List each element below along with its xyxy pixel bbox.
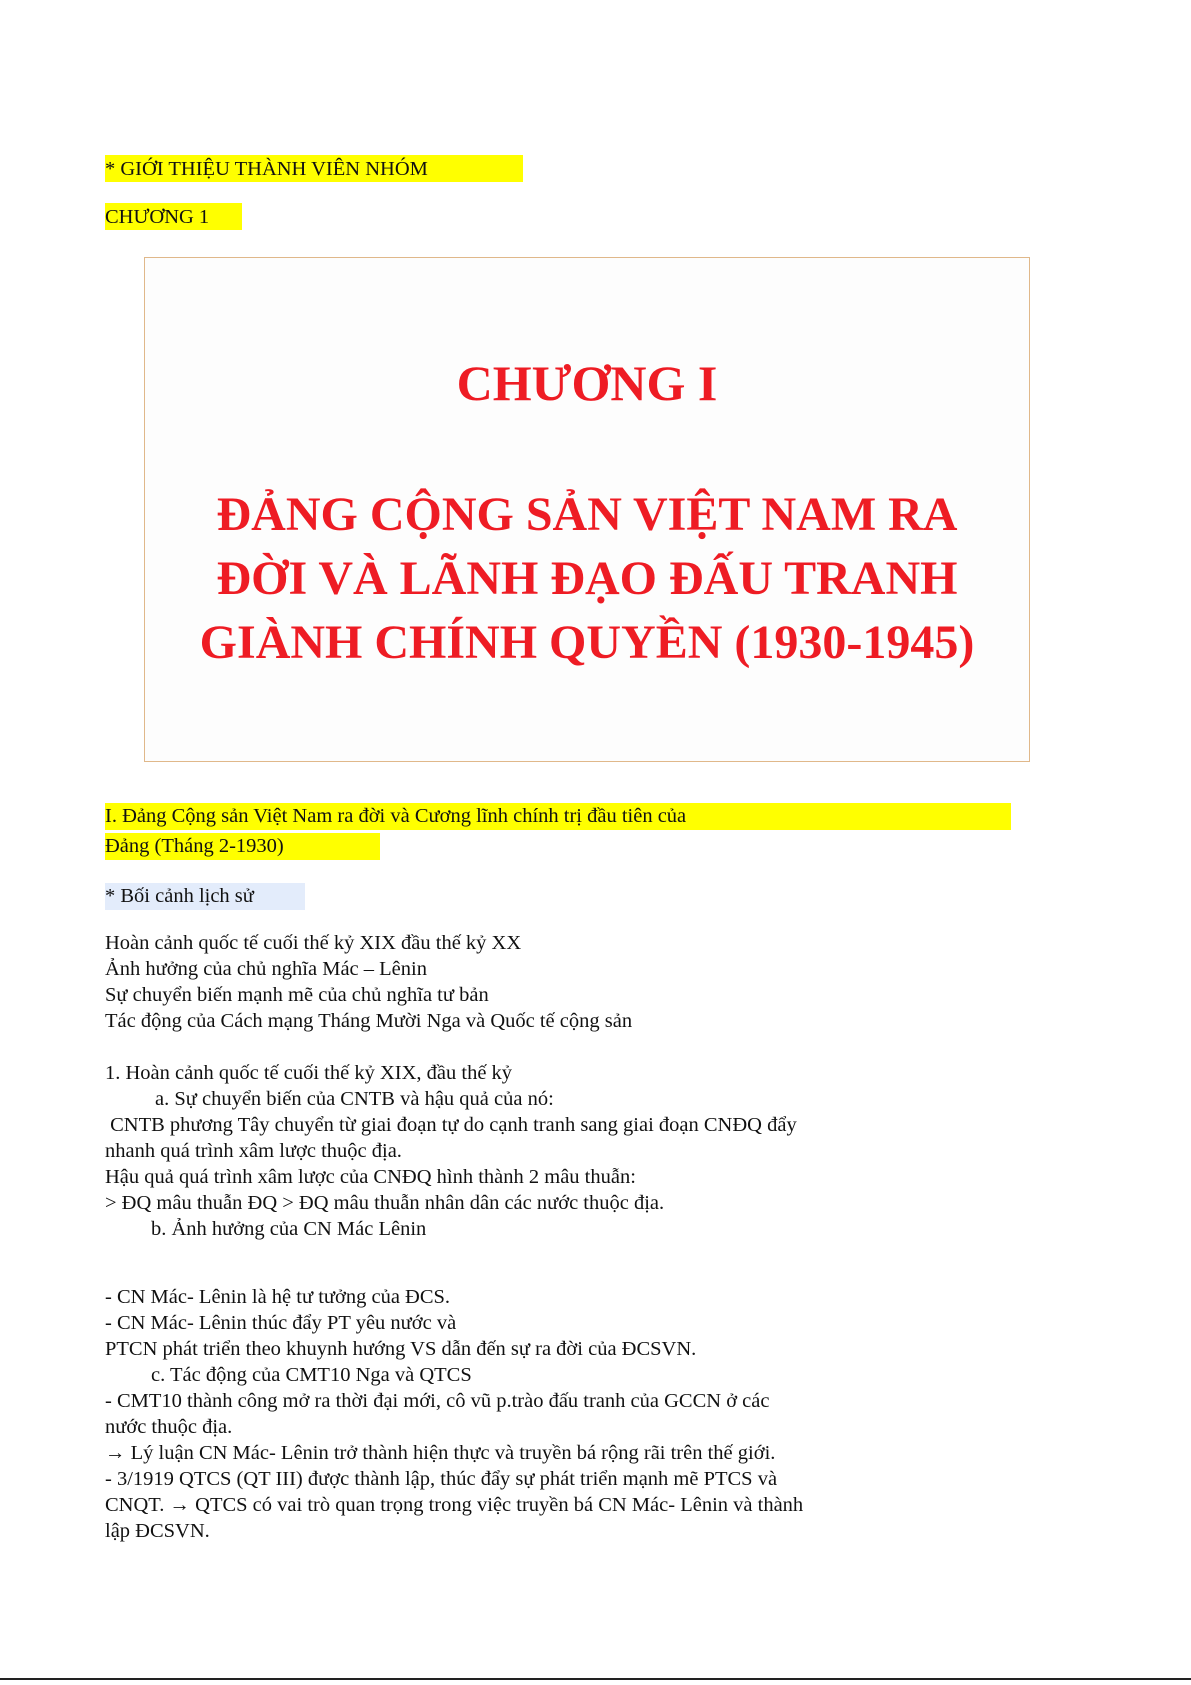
paragraph-line: - CN Mác- Lênin thúc đẩy PT yêu nước và <box>105 1312 457 1334</box>
group-intro-heading: * GIỚI THIỆU THÀNH VIÊN NHÓM <box>105 158 428 180</box>
paragraph-line: - CN Mác- Lênin là hệ tư tưởng của ĐCS. <box>105 1286 451 1308</box>
body-block-2 <box>105 1284 803 1544</box>
context-label: * Bối cảnh lịch sử <box>105 885 254 907</box>
paragraph-line: nhanh quá trình xâm lược thuộc địa. <box>105 1140 402 1162</box>
overview-list <box>105 930 632 1034</box>
slide-title: CHƯƠNG I <box>456 355 718 411</box>
slide-subtitle-line: GIÀNH CHÍNH QUYỀN (1930-1945) <box>199 616 975 669</box>
paragraph-line: > ĐQ mâu thuẫn ĐQ > ĐQ mâu thuẫn nhân dân các nước thuộc địa. <box>105 1192 665 1214</box>
list-item: Tác động của Cách mạng Tháng Mười Nga và Quốc tế cộng sản <box>105 1010 633 1032</box>
chapter-label: CHƯƠNG 1 <box>105 206 210 228</box>
list-item: Sự chuyển biến mạnh mẽ của chủ nghĩa tư bản <box>105 984 489 1006</box>
slide-subtitle-line: ĐẢNG CỘNG SẢN VIỆT NAM RA <box>216 488 958 541</box>
list-item: Hoàn cảnh quốc tế cuối thế kỷ XIX đầu thế kỷ XX <box>105 932 522 954</box>
paragraph-line: lập ĐCSVN. <box>105 1520 210 1542</box>
slide-subtitle-line: ĐỜI VÀ LÃNH ĐẠO ĐẤU TRANH <box>216 552 958 605</box>
body-block-1 <box>105 1060 797 1242</box>
section-heading-line2: Đảng (Tháng 2-1930) <box>105 835 284 857</box>
slide-subtitle <box>145 483 1029 675</box>
paragraph-line: a. Sự chuyển biến của CNTB và hậu quả của nó: <box>155 1088 554 1110</box>
paragraph-line: → Lý luận CN Mác- Lênin trở thành hiện thực và truyền bá rộng rãi trên thế giới. <box>105 1442 776 1464</box>
paragraph-line: 1. Hoàn cảnh quốc tế cuối thế kỷ XIX, đầu thế kỷ <box>105 1062 513 1084</box>
list-item: Ảnh hưởng của chủ nghĩa Mác – Lênin <box>105 958 427 980</box>
page-bottom-divider <box>0 1678 1191 1680</box>
chapter-title-slide <box>144 257 1030 762</box>
paragraph-line: CNQT. → QTCS có vai trò quan trọng trong việc truyền bá CN Mác- Lênin và thành <box>105 1494 804 1516</box>
paragraph-line: c. Tác động của CMT10 Nga và QTCS <box>151 1364 472 1386</box>
paragraph-line: nước thuộc địa. <box>105 1416 233 1438</box>
paragraph-line: CNTB phương Tây chuyển từ giai đoạn tự do cạnh tranh sang giai đoạn CNĐQ đẩy <box>105 1114 797 1136</box>
paragraph-line: - CMT10 thành công mở ra thời đại mới, cô vũ p.trào đấu tranh của GCCN ở các <box>105 1390 770 1412</box>
paragraph-line: PTCN phát triển theo khuynh hướng VS dẫn đến sự ra đời của ĐCSVN. <box>105 1338 697 1360</box>
paragraph-line: Hậu quả quá trình xâm lược của CNĐQ hình thành 2 mâu thuẫn: <box>105 1166 636 1188</box>
paragraph-line: - 3/1919 QTCS (QT III) được thành lập, thúc đẩy sự phát triển mạnh mẽ PTCS và <box>105 1468 778 1490</box>
paragraph-line: b. Ảnh hưởng của CN Mác Lênin <box>151 1218 427 1240</box>
section-heading-line1: I. Đảng Cộng sản Việt Nam ra đời và Cương lĩnh chính trị đầu tiên của <box>105 805 687 827</box>
